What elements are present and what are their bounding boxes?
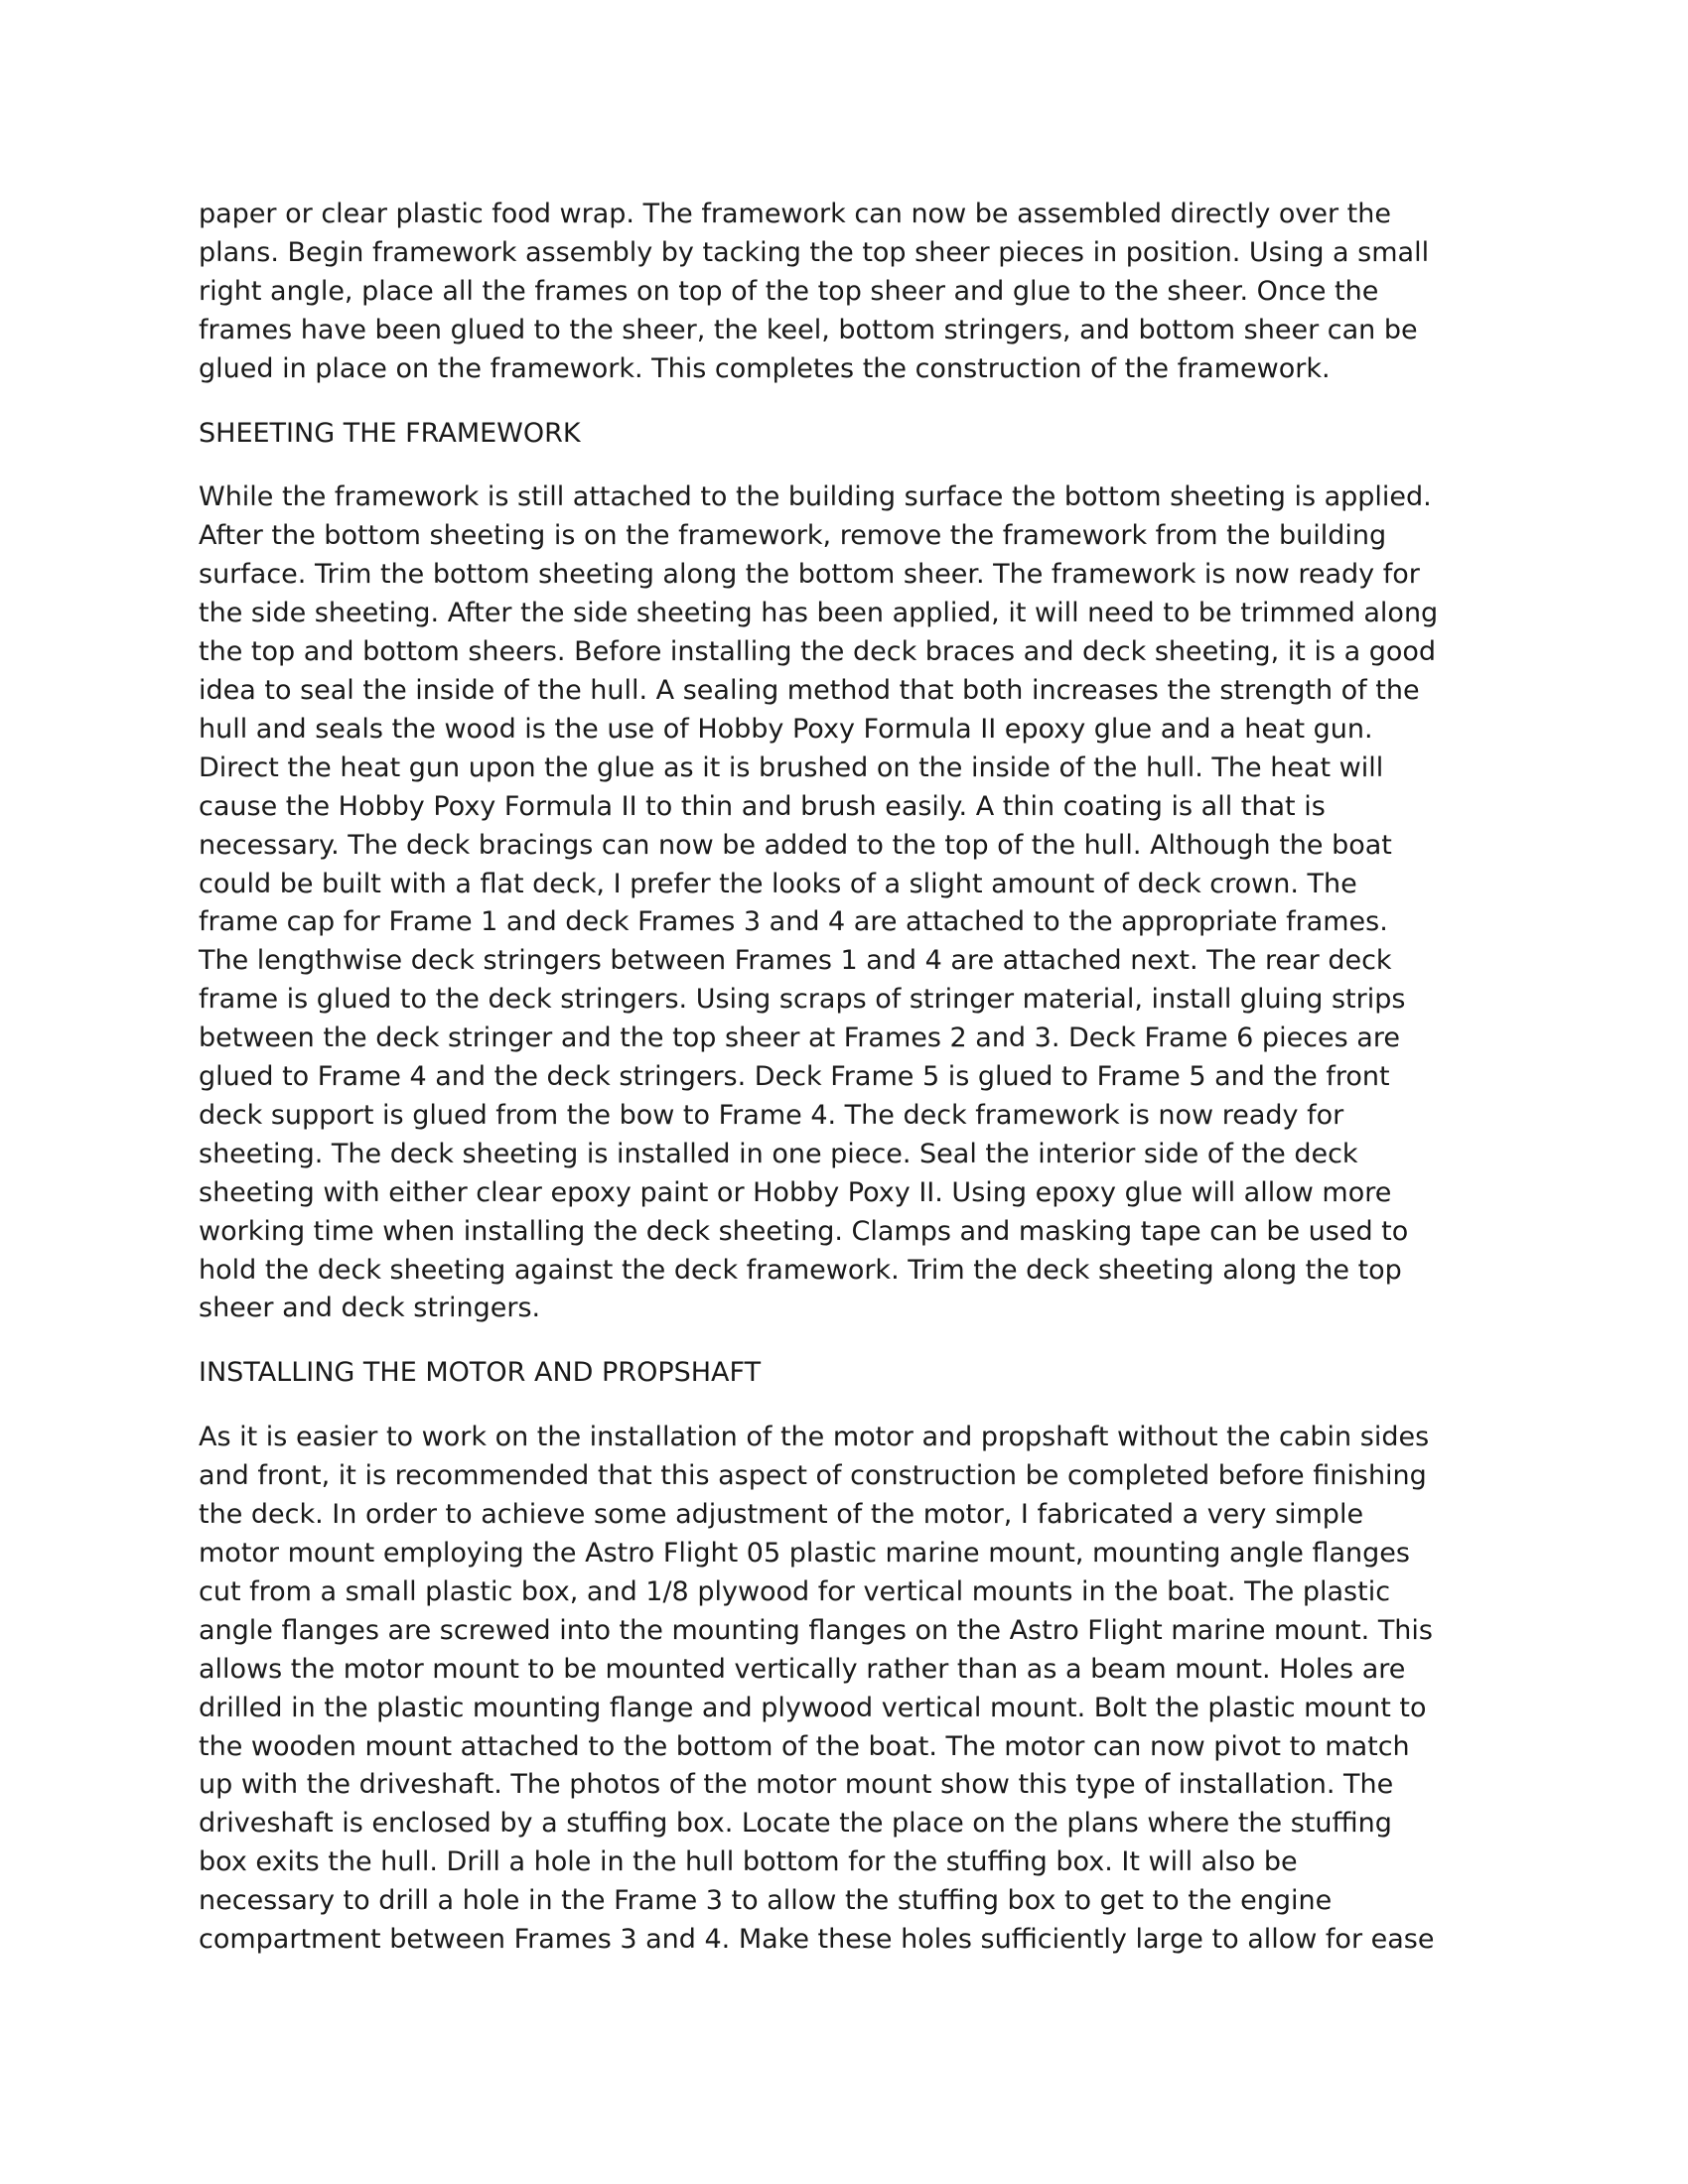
text-line: necessary. The deck bracings can now be added to the top of the hull. Although the boat: [199, 829, 1392, 861]
text-line: After the bottom sheeting is on the framework, remove the framework from the building: [199, 520, 1387, 552]
text-line: necessary to drill a hole in the Frame 3 to allow the stuffing box to get to the engine: [199, 1885, 1333, 1917]
text-line: drilled in the plastic mounting flange and plywood vertical mount. Bolt the plastic mount to: [199, 1692, 1427, 1723]
text-line: cut from a small plastic box, and 1/8 plywood for vertical mounts in the boat. The plastic: [199, 1575, 1391, 1607]
text-line: The lengthwise deck stringers between Frames 1 and 4 are attached next. The rear deck: [199, 945, 1392, 977]
text-line: idea to seal the inside of the hull. A sealing method that both increases the strength of the: [199, 674, 1420, 706]
paragraph-motor-propshaft: [199, 1419, 1499, 1960]
text-line: the deck. In order to achieve some adjustment of the motor, I fabricated a very simple: [199, 1499, 1364, 1531]
text-line: between the deck stringer and the top sheer at Frames 2 and 3. Deck Frame 6 pieces are: [199, 1023, 1400, 1054]
text-line: frame cap for Frame 1 and deck Frames 3 and 4 are attached to the appropriate frames.: [199, 906, 1388, 938]
text-line: sheeting. The deck sheeting is installed in one piece. Seal the interior side of the deck: [199, 1138, 1358, 1169]
text-line: allows the motor mount to be mounted vertically rather than as a beam mount. Holes are: [199, 1653, 1406, 1685]
text-line: surface. Trim the bottom sheeting along the bottom sheer. The framework is now ready for: [199, 559, 1420, 591]
text-line: While the framework is still attached to the building surface the bottom sheeting is applied.: [199, 481, 1432, 513]
text-line: glued in place on the framework. This completes the construction of the framework.: [199, 352, 1331, 384]
text-line: plans. Begin framework assembly by tacking the top sheer pieces in position. Using a small: [199, 236, 1430, 268]
text-line: motor mount employing the Astro Flight 05 plastic marine mount, mounting angle flanges: [199, 1538, 1410, 1569]
text-line: Direct the heat gun upon the glue as it is brushed on the inside of the hull. The heat will: [199, 751, 1384, 783]
text-line: hold the deck sheeting against the deck framework. Trim the deck sheeting along the top: [199, 1254, 1402, 1286]
text-line: the wooden mount attached to the bottom of the boat. The motor can now pivot to match: [199, 1730, 1410, 1762]
text-line: deck support is glued from the bow to Frame 4. The deck framework is now ready for: [199, 1099, 1344, 1131]
text-line: angle flanges are screwed into the mounting flanges on the Astro Flight marine mount. This: [199, 1614, 1433, 1646]
text-line: working time when installing the deck sheeting. Clamps and masking tape can be used to: [199, 1215, 1409, 1247]
text-line: As it is easier to work on the installation of the motor and propshaft without the cabin sides: [199, 1422, 1430, 1453]
paragraph-sheeting: [199, 478, 1499, 1328]
text-line: compartment between Frames 3 and 4. Make these holes sufficiently large to allow for ease: [199, 1924, 1435, 1956]
text-line: box exits the hull. Drill a hole in the hull bottom for the stuffing box. It will also be: [199, 1846, 1298, 1878]
text-line: frame is glued to the deck stringers. Using scraps of stringer material, install gluing strips: [199, 984, 1406, 1016]
document-page: [199, 196, 1499, 1985]
text-line: up with the driveshaft. The photos of the motor mount show this type of installation. The: [199, 1769, 1394, 1801]
text-line: could be built with a flat deck, I prefer the looks of a slight amount of deck crown. The: [199, 868, 1357, 899]
text-line: paper or clear plastic food wrap. The framework can now be assembled directly over the: [199, 199, 1391, 229]
text-line: sheer and deck stringers.: [199, 1293, 541, 1324]
section-heading-motor: INSTALLING THE MOTOR AND PROPSHAFT: [199, 1357, 762, 1389]
text-line: driveshaft is enclosed by a stuffing box. Locate the place on the plans where the stuffing: [199, 1808, 1392, 1840]
text-line: glued to Frame 4 and the deck stringers. Deck Frame 5 is glued to Frame 5 and the front: [199, 1061, 1390, 1093]
text-line: and front, it is recommended that this aspect of construction be completed before finishing: [199, 1460, 1427, 1492]
text-line: right angle, place all the frames on top of the top sheer and glue to the sheer. Once the: [199, 275, 1379, 307]
section-heading-sheeting: SHEETING THE FRAMEWORK: [199, 417, 581, 449]
text-line: cause the Hobby Poxy Formula II to thin and brush easily. A thin coating is all that is: [199, 790, 1326, 822]
text-line: the top and bottom sheers. Before installing the deck braces and deck sheeting, it is a good: [199, 636, 1437, 668]
text-line: the side sheeting. After the side sheeting has been applied, it will need to be trimmed along: [199, 598, 1439, 629]
text-line: sheeting with either clear epoxy paint or Hobby Poxy II. Using epoxy glue will allow more: [199, 1176, 1392, 1208]
text-line: hull and seals the wood is the use of Hobby Poxy Formula II epoxy glue and a heat gun.: [199, 713, 1373, 745]
paragraph-framework-assembly: [199, 196, 1499, 389]
text-line: frames have been glued to the sheer, the keel, bottom stringers, and bottom sheer can be: [199, 314, 1418, 345]
